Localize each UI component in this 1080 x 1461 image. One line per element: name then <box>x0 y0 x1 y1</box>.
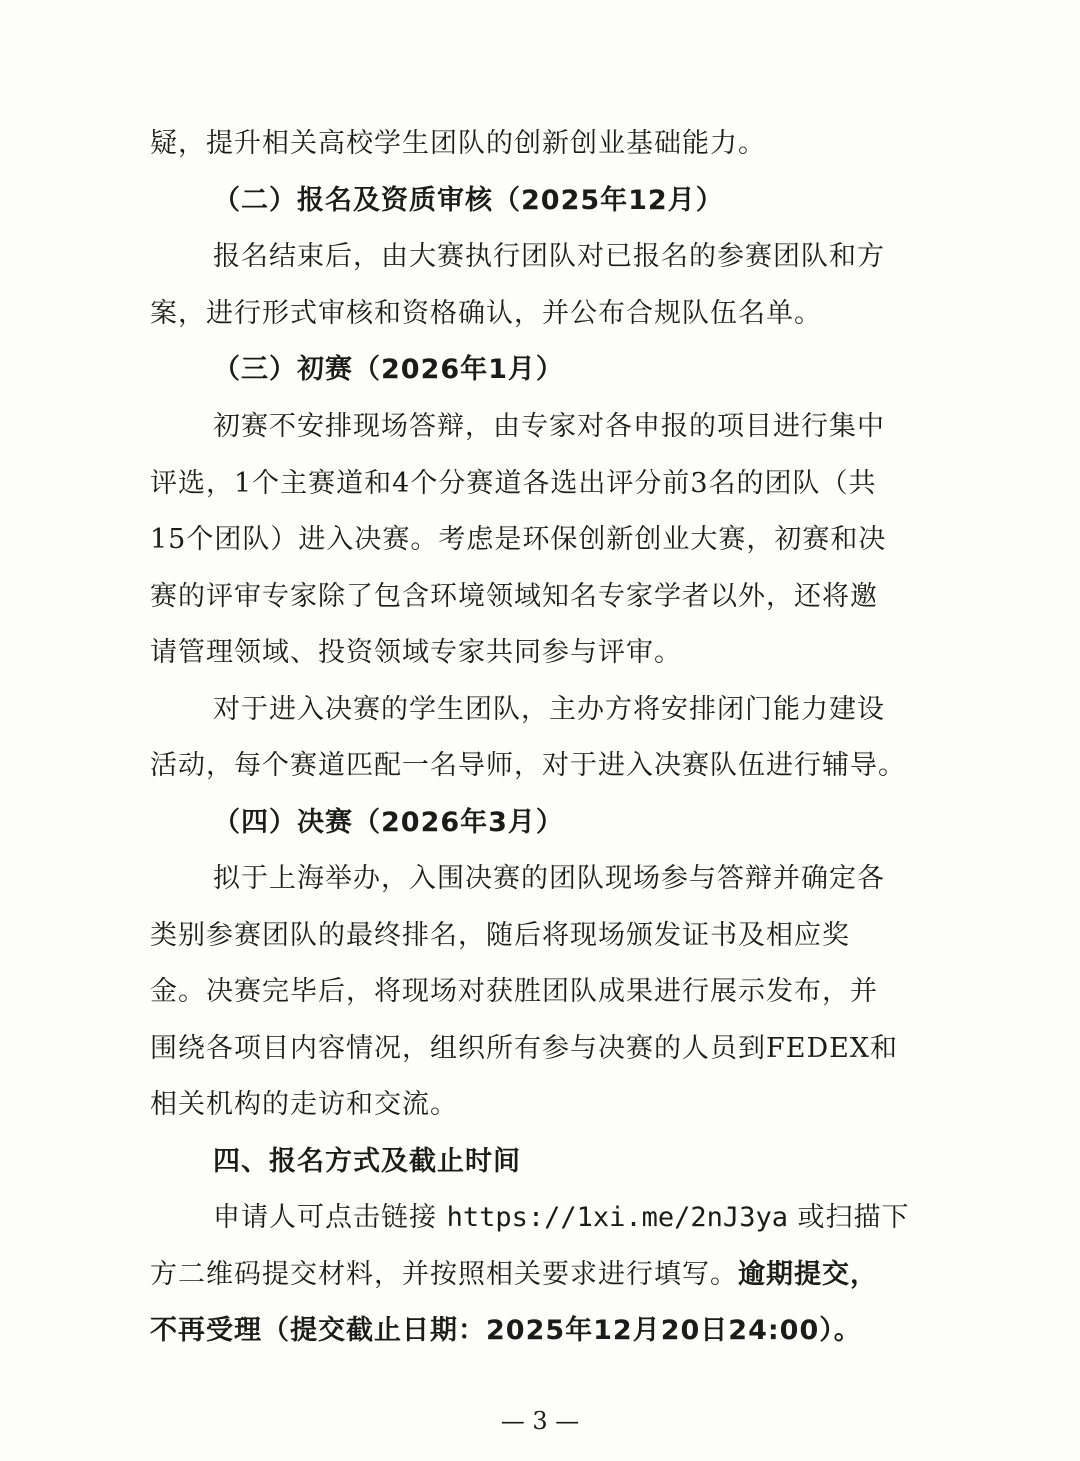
paragraph-line: 类别参赛团队的最终排名，随后将现场颁发证书及相应奖 <box>150 920 850 951</box>
page-number: — 3 — <box>500 1407 580 1435</box>
late-submission-warning: 逾期提交， <box>738 1259 878 1290</box>
paragraph-line: 报名结束后，由大赛执行团队对已报名的参赛团队和方 <box>213 241 885 272</box>
registration-line-2 <box>150 1255 878 1295</box>
section-heading-registration-method: 四、报名方式及截止时间 <box>213 1146 521 1177</box>
registration-prefix: 申请人可点击链接 <box>213 1202 447 1233</box>
paragraph-line: 疑，提升相关高校学生团队的创新创业基础能力。 <box>150 128 766 159</box>
section-heading-registration-review: （二）报名及资质审核（2025年12月） <box>213 185 724 216</box>
registration-line-1 <box>213 1198 910 1238</box>
registration-link[interactable]: https://1xi.me/2nJ3ya <box>446 1202 788 1233</box>
paragraph-line: 评选，1个主赛道和4个分赛道各选出评分前3名的团队（共 <box>150 468 877 499</box>
section-heading-preliminary: （三）初赛（2026年1月） <box>213 354 564 385</box>
paragraph-line: 金。决赛完毕后，将现场对获胜团队成果进行展示发布，并 <box>150 976 878 1007</box>
paragraph-line: 对于进入决赛的学生团队，主办方将安排闭门能力建设 <box>213 694 885 725</box>
paragraph-line: 相关机构的走访和交流。 <box>150 1089 458 1120</box>
registration-suffix: 或扫描下 <box>787 1202 910 1233</box>
paragraph-line: 15个团队）进入决赛。考虑是环保创新创业大赛，初赛和决 <box>150 524 887 555</box>
paragraph-line: 初赛不安排现场答辩，由专家对各申报的项目进行集中 <box>213 411 885 442</box>
paragraph-line: 围绕各项目内容情况，组织所有参与决赛的人员到FEDEX和 <box>150 1033 899 1064</box>
paragraph-line: 案，进行形式审核和资格确认，并公布合规队伍名单。 <box>150 298 822 329</box>
paragraph-line: 请管理领域、投资领域专家共同参与评审。 <box>150 637 682 668</box>
paragraph-line: 拟于上海举办，入围决赛的团队现场参与答辩并确定各 <box>213 863 885 894</box>
registration-instructions: 方二维码提交材料，并按照相关要求进行填写。 <box>150 1259 738 1290</box>
section-heading-final: （四）决赛（2026年3月） <box>213 807 564 838</box>
paragraph-line: 活动，每个赛道匹配一名导师，对于进入决赛队伍进行辅导。 <box>150 750 906 781</box>
paragraph-line: 赛的评审专家除了包含环境领域知名专家学者以外，还将邀 <box>150 581 878 612</box>
deadline-line: 不再受理（提交截止日期：2025年12月20日24:00）。 <box>150 1315 862 1346</box>
